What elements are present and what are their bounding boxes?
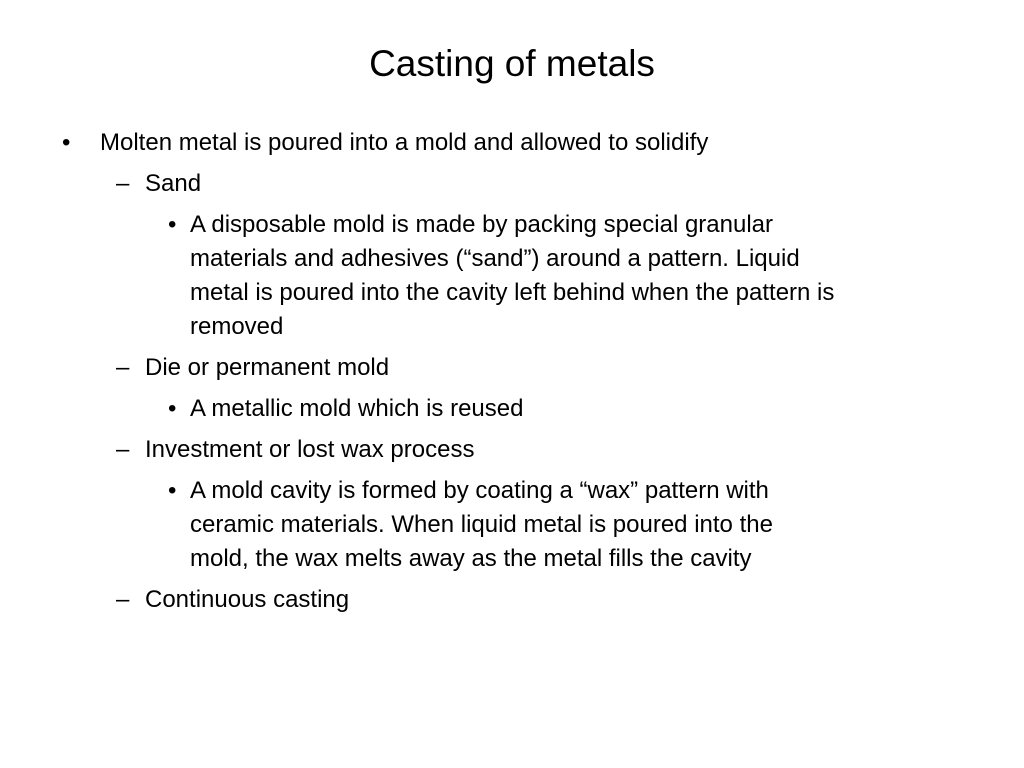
method-continuous: Continuous casting: [145, 586, 350, 613]
main-point: Molten metal is poured into a mold and allowed to solidify: [100, 129, 709, 156]
sand-detail-line-4: removed: [190, 313, 284, 340]
slide-title: Casting of metals: [369, 43, 655, 84]
dash-marker-sand: –: [116, 170, 130, 197]
investment-detail-line-2: ceramic materials. When liquid metal is poured into the: [190, 511, 773, 538]
dash-marker-continuous: –: [116, 586, 130, 613]
sand-detail-line-2: materials and adhesives (“sand”) around a pattern. Liquid: [190, 245, 800, 272]
bullet-marker: •: [62, 129, 71, 156]
bullet-marker-investment-detail: •: [168, 477, 177, 504]
die-detail-line-1: A metallic mold which is reused: [190, 395, 524, 422]
sand-detail-line-1: A disposable mold is made by packing special granular: [190, 211, 773, 238]
method-sand: Sand: [145, 170, 202, 197]
method-investment: Investment or lost wax process: [145, 436, 475, 463]
dash-marker-investment: –: [116, 436, 130, 463]
bullet-marker-sand-detail: •: [168, 211, 177, 238]
investment-detail-line-3: mold, the wax melts away as the metal fills the cavity: [190, 545, 752, 572]
sand-detail-line-3: metal is poured into the cavity left behind when the pattern is: [190, 279, 835, 306]
dash-marker-die: –: [116, 354, 130, 381]
investment-detail-line-1: A mold cavity is formed by coating a “wax” pattern with: [190, 477, 769, 504]
method-die: Die or permanent mold: [145, 354, 390, 381]
bullet-marker-die-detail: •: [168, 395, 177, 422]
